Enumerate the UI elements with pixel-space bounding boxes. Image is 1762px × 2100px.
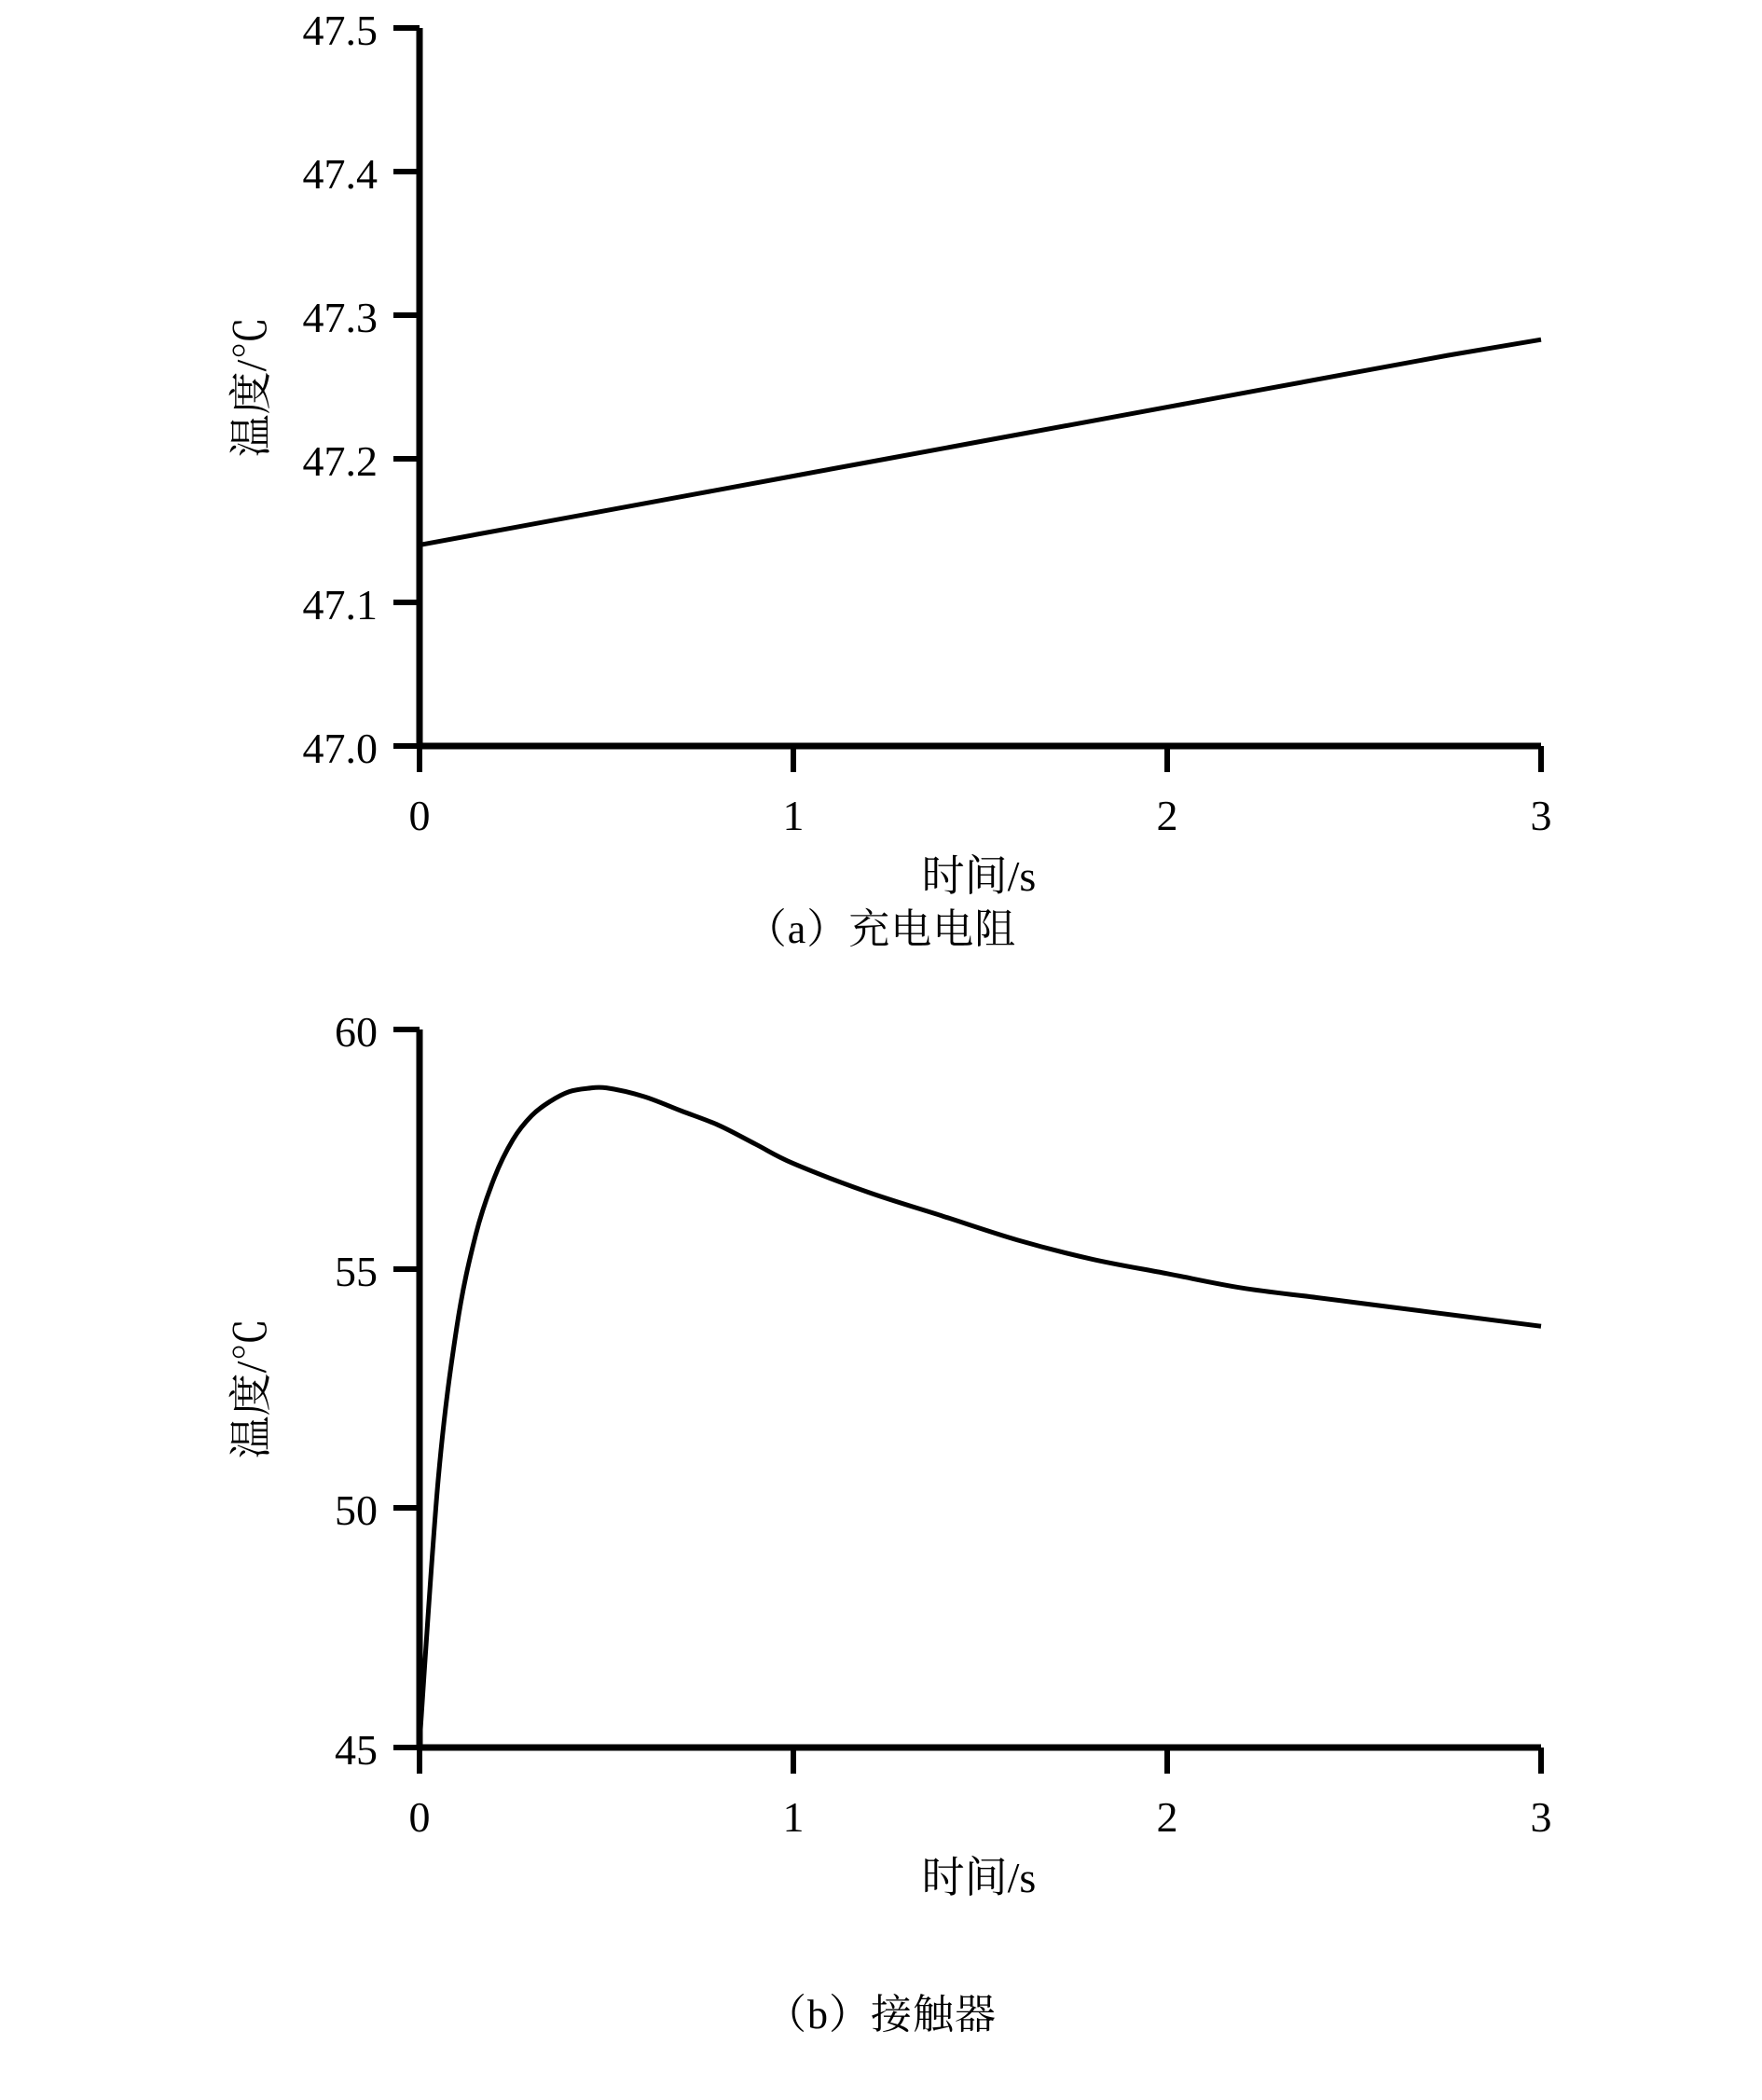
x-tick-label-b-3: 3 — [1530, 1793, 1552, 1841]
x-tick-label-b-2: 2 — [1156, 1793, 1178, 1841]
x-tick-label-a-3: 3 — [1530, 792, 1552, 839]
y-tick-label-a-2: 47.2 — [302, 437, 378, 485]
caption-a: （a）充电电阻 — [745, 906, 1017, 952]
x-axis-title-b: 时间/s — [921, 1854, 1037, 1901]
y-axis-title-a: 温度/℃ — [227, 316, 275, 458]
chart-a-svg — [0, 0, 1762, 895]
y-tick-label-a-4: 47.4 — [302, 150, 378, 198]
x-tick-label-a-2: 2 — [1156, 792, 1178, 839]
x-tick-label-a-0: 0 — [408, 792, 431, 839]
y-tick-label-a-0: 47.0 — [302, 725, 378, 772]
x-axis-title-a: 时间/s — [921, 852, 1037, 895]
y-tick-label-b-1: 50 — [335, 1486, 378, 1534]
data-line-a — [420, 339, 1541, 545]
x-ticks-a — [420, 746, 1541, 772]
y-ticks-a — [393, 28, 420, 746]
caption-b: （b）接触器 — [765, 1992, 997, 2038]
chart-b-svg — [0, 1011, 1762, 1981]
x-tick-label-a-1: 1 — [782, 792, 805, 839]
y-axis-title-b: 温度/℃ — [227, 1318, 275, 1459]
y-tick-label-b-3: 60 — [335, 1011, 378, 1056]
y-tick-label-b-0: 45 — [335, 1726, 378, 1774]
y-tick-label-b-2: 55 — [335, 1248, 378, 1295]
y-tick-label-a-1: 47.1 — [302, 581, 378, 629]
x-tick-label-b-0: 0 — [408, 1793, 431, 1841]
x-ticks-b — [420, 1748, 1541, 1774]
chart-panel-b — [0, 1011, 1762, 2040]
chart-panel-a — [0, 0, 1762, 955]
data-line-b — [420, 1087, 1541, 1743]
y-ticks-b — [393, 1029, 420, 1748]
y-tick-label-a-3: 47.3 — [302, 294, 378, 341]
y-tick-label-a-5: 47.5 — [302, 7, 378, 54]
x-tick-label-b-1: 1 — [782, 1793, 805, 1841]
